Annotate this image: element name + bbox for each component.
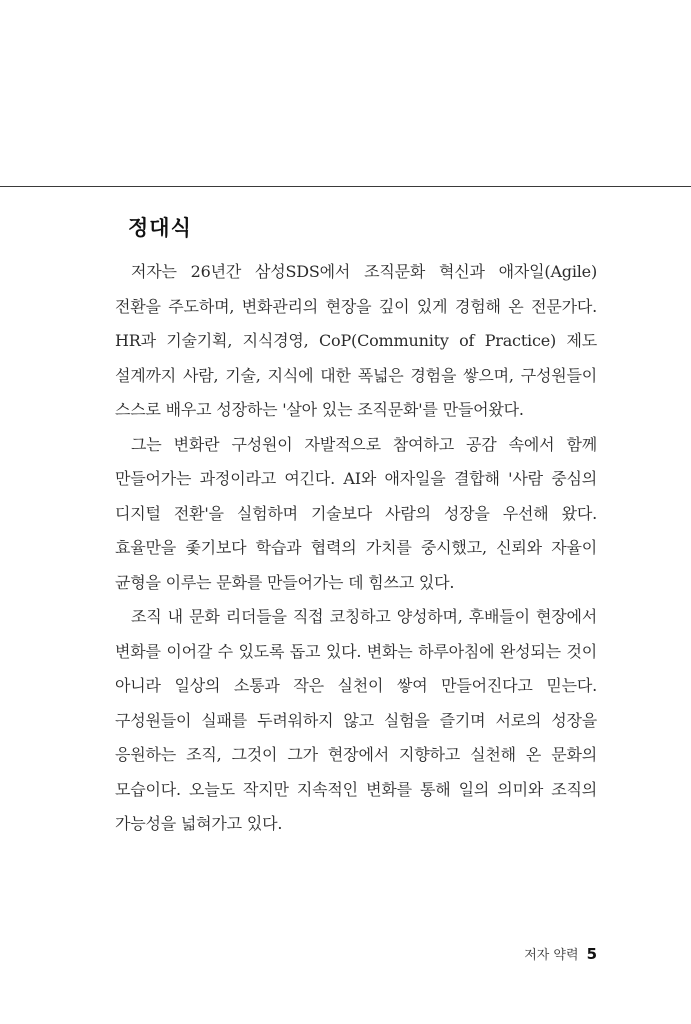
running-section-title: 저자 약력	[524, 948, 579, 963]
author-name: 정대식	[128, 216, 192, 240]
bio-paragraph: 그는 변화란 구성원이 자발적으로 참여하고 공감 속에서 함께 만들어가는 과정이라고 여긴다. AI와 애자일을 결합해 '사람 중심의 디지털 전환'을 실험하며 기술보다 사람의 성장을 우선해 왔다. 효율만을 좇기보다 학습과 협력의 가치를 중시했고, 신뢰와 자율이 균형을 이루는 문화를 만들어가는 데 힘쓰고 있다.	[115, 434, 597, 592]
page-footer	[524, 944, 597, 963]
top-divider	[0, 186, 691, 187]
bio-paragraph: 조직 내 문화 리더들을 직접 코칭하고 양성하며, 후배들이 현장에서 변화를 이어갈 수 있도록 돕고 있다. 변화는 하루아침에 완성되는 것이 아니라 일상의 소통과 작은 실천이 쌓여 만들어진다고 믿는다. 구성원들이 실패를 두려워하지 않고 실험을 즐기며 서로의 성장을 응원하는 조직, 그것이 그가 현장에서 지향하고 실천해 온 문화의 모습이다. 오늘도 작지만 지속적인 변화를 통해 일의 의미와 조직의 가능성을 넓혀가고 있다.	[115, 607, 597, 833]
author-bio	[115, 255, 597, 842]
bio-paragraph: 저자는 26년간 삼성SDS에서 조직문화 혁신과 애자일(Agile) 전환을 주도하며, 변화관리의 현장을 깊이 있게 경험해 온 전문가다. HR과 기술기획, 지식경영, CoP(Community of Practice) 제도 설계까지 사람, 기술, 지식에 대한 폭넓은 경험을 쌓으며, 구성원들이 스스로 배우고 성장하는 '살아 있는 조직문화'를 만들어왔다.	[115, 262, 597, 419]
page-number: 5	[586, 945, 597, 963]
